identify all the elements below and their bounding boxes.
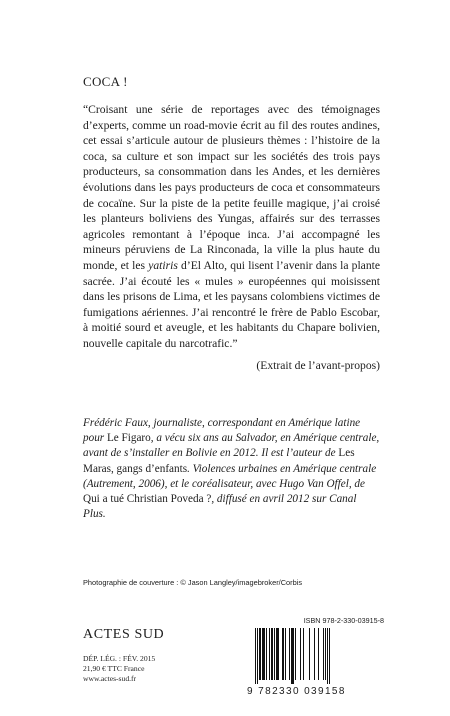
barcode-bar: [300, 628, 301, 680]
bio-film-title: Qui a tué Christian Poveda ?: [83, 493, 212, 506]
bio-part-3: . Violences urbaines en Amérique centrale (Autrement, 2006), et le coréalisateur, avec Hugo Van Offel, de: [83, 462, 377, 490]
barcode-bar: [323, 628, 324, 680]
barcode-bar: [274, 628, 275, 680]
barcode-bars: [249, 628, 385, 684]
photo-credit: Photographie de couverture : © Jason Langley/imagebroker/Corbis: [83, 578, 303, 587]
bio-part-1: Frédéric Faux, journaliste, correspondant en Amérique latine pour: [83, 417, 361, 445]
barcode-bar: [291, 628, 294, 684]
blurb-attribution: (Extrait de l’avant-propos): [256, 358, 380, 372]
bio-part-2: , a vécu six ans au Salvador, en Amérique centrale, avant de s’installer en Bolivie en 2012. Il est l’auteur de: [83, 432, 380, 460]
barcode-bar: [262, 628, 265, 680]
isbn-label: ISBN 978-2-330-03915-8: [303, 616, 384, 625]
bio-newspaper: Le Figaro: [106, 432, 151, 445]
barcode-bar: [309, 628, 310, 680]
barcode-bar: [255, 628, 256, 684]
barcode-bar: [327, 628, 328, 684]
barcode-bar: [285, 628, 286, 680]
barcode-bar: [276, 628, 279, 680]
author-bio: [83, 416, 380, 522]
price: 21,90 € TTC France: [83, 664, 145, 674]
legal-deposit: DÉP. LÉG. : FÉV. 2015: [83, 654, 156, 663]
barcode: [249, 628, 385, 684]
barcode-bar: [329, 628, 330, 684]
publisher-logo: ACTES SUD: [83, 627, 165, 642]
barcode-bar: [318, 628, 319, 680]
barcode-bar: [303, 628, 304, 680]
barcode-bar: [269, 628, 270, 680]
barcode-bar: [289, 628, 290, 680]
blurb-excerpt: [83, 102, 380, 373]
blurb-text: “Croisant une série de reportages avec des témoignages d’experts, comme un road-movie écrit au fil des routes andines, cet essai s’articule autour de plusieurs thèmes : l’histoire de la coca, sa culture et son impact sur les sociétés des trois pays producteurs, sa consommation dans les Andes, et les dernières évolutions dans les pays producteurs de coca et consommateurs de cocaïne. Sur la piste de la petite feuille magique, j’ai croisé les planteurs boliviens des Yungas, affairés sur des terrasses agricoles remontant à l’époque inca. J’ai accompagné les mineurs péruviens de La Rinconada, la ville la plus haute du monde, et les yatiris d’El Alto, qui lisent l’avenir dans la plante sacrée. J’ai écouté les « mules » européennes qui moisissent dans les prisons de Lima, et les paysans colombiens victimes de fumigations aériennes. J’ai rencontré le frère de Pablo Escobar, à moitié sourd et aveugle, et les habitants du Chapare bolivien, nouvelle capitale du narcotrafic.”: [83, 103, 380, 350]
blurb-italic-term: yatiris: [148, 258, 178, 272]
barcode-bar: [259, 628, 261, 680]
barcode-bar: [271, 628, 273, 680]
publisher-website: www.actes-sud.fr: [83, 674, 137, 684]
barcode-bar: [266, 628, 267, 680]
bio-book-title: Les Maras, gangs d’enfants: [83, 447, 355, 475]
barcode-digits: 9 782330 039158: [247, 686, 346, 697]
barcode-bar: [314, 628, 315, 680]
barcode-bar: [325, 628, 326, 680]
barcode-bar: [295, 628, 296, 680]
barcode-bar: [257, 628, 258, 684]
book-title: COCA !: [83, 74, 128, 89]
bio-part-4: , diffusé en avril 2012 sur Canal Plus.: [83, 493, 357, 521]
legal-info: [83, 654, 155, 685]
barcode-bar: [282, 628, 284, 680]
